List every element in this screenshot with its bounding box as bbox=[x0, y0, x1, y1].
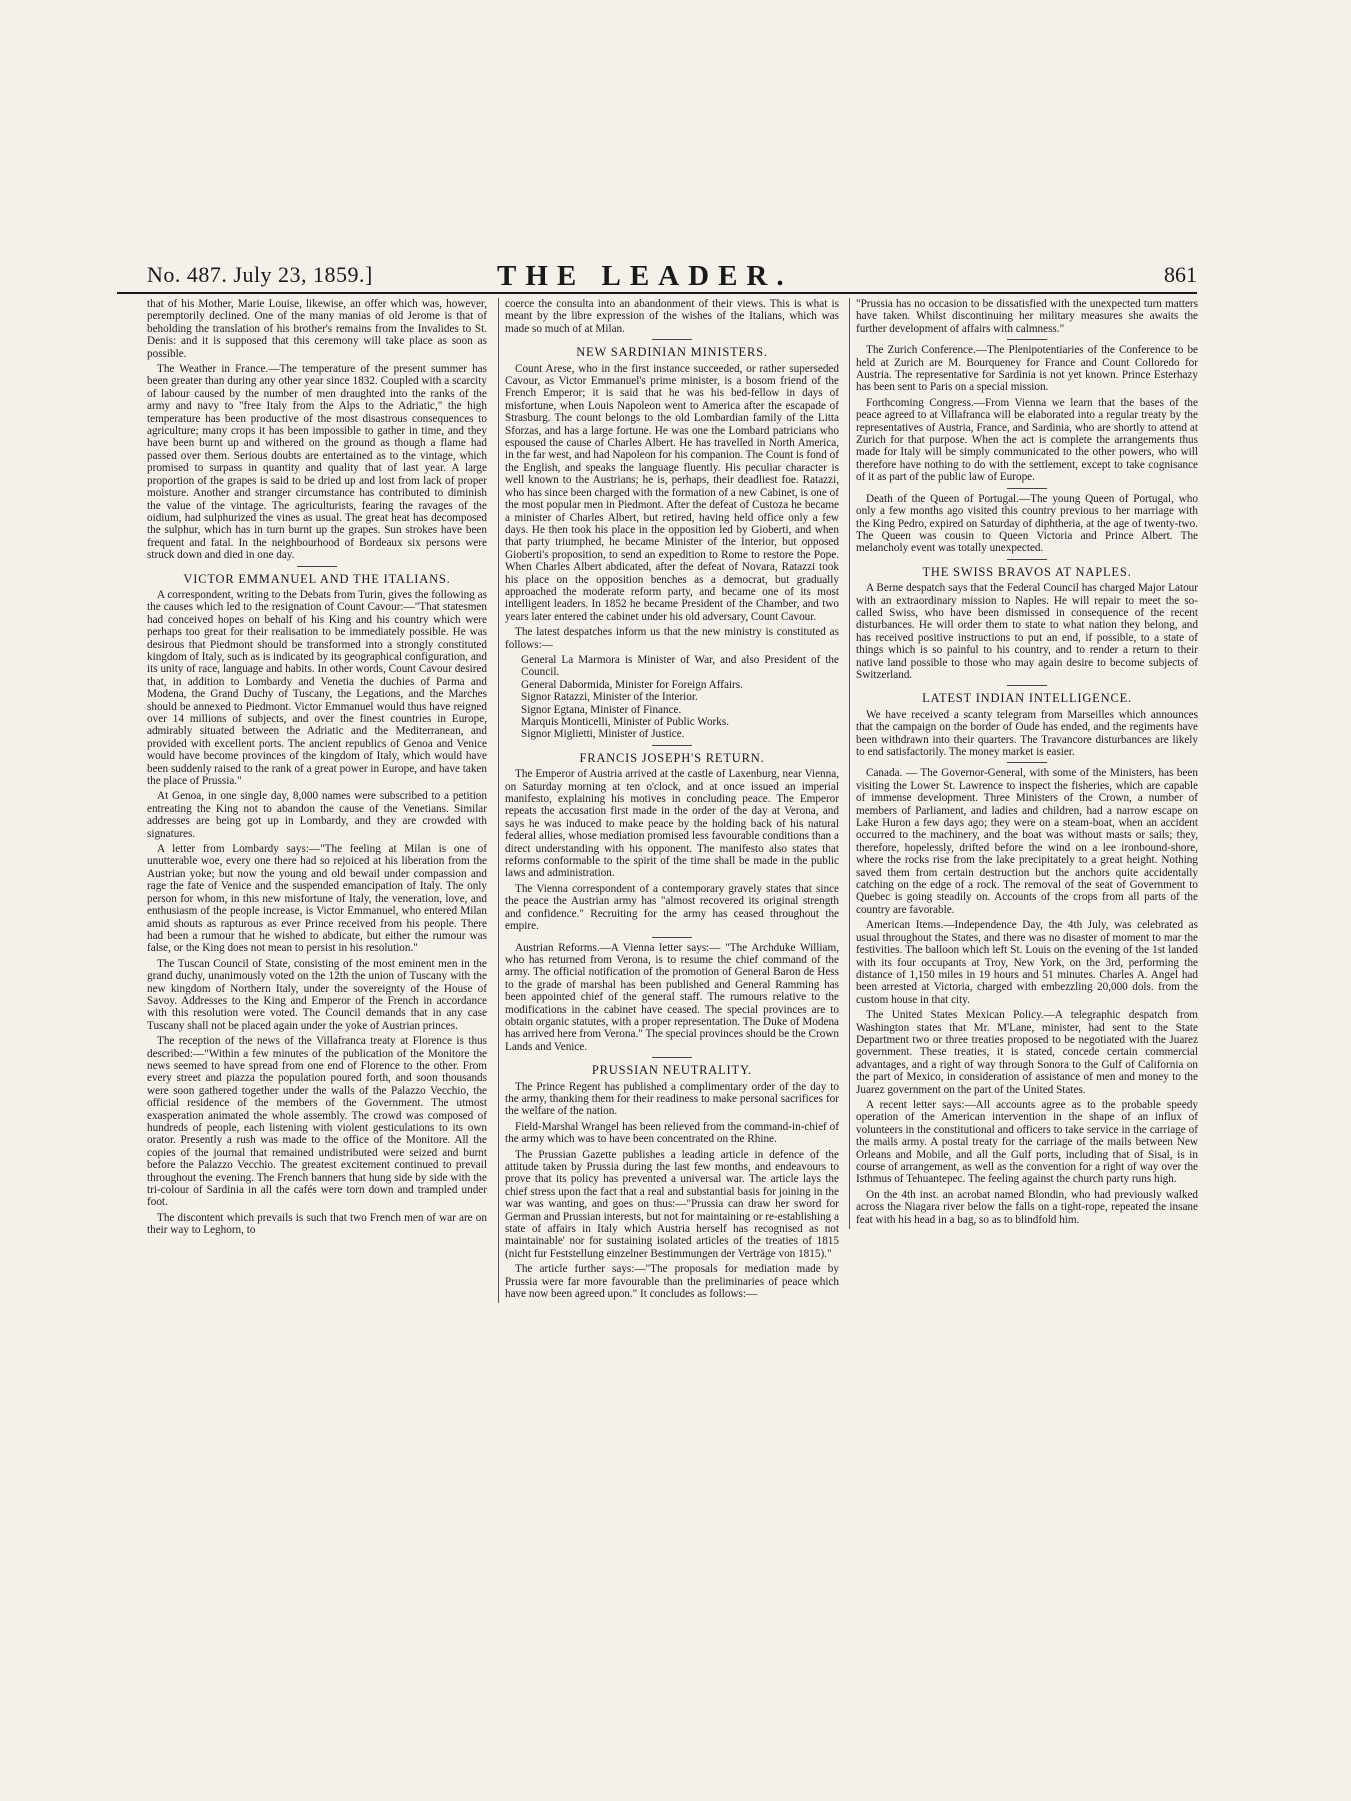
list-item: Marquis Monticelli, Minister of Public Works. bbox=[521, 716, 730, 728]
article-paragraph: The discontent which prevails is such that two French men of war are on their way to Leghorn, to bbox=[147, 1211, 487, 1237]
article-heading: LATEST INDIAN INTELLIGENCE. bbox=[922, 691, 1132, 706]
divider bbox=[1007, 339, 1047, 340]
article-paragraph: The Prussian Gazette publishes a leading article in defence of the attitude taken by Prussia during the last few months, and endeavours to prove that its policy has prevented a universal war. The article lays the chief stress upon the fact that a real and substantial basis for joining in the war was wanting, and goes on thus:—"Prussia can draw her sword for German and Prussian interests, but not for maintaining or re-establishing a state of affairs in Italy which Austria herself has recognised as not maintainable' nor for sustaining isolated articles of the treaties of 1815 (nicht fur Feststellung einzelner Bestimmungen der Verträge von 1815)." bbox=[505, 1148, 839, 1260]
article-paragraph: The United States Mexican Policy.—A telegraphic despatch from Washington states that Mr. M'Lane, minister, had sent to the State Department two or three treaties proposed to be negotiated with the Juarez government. These treaties, it is stated, concede certain commercial advantages, and a right of way through Sonora to the Gulf of California on the part of Mexico, in consideration of assistance of men and money to the Juarez government on the part of the United States. bbox=[856, 1009, 1198, 1096]
article-heading: VICTOR EMMANUEL AND THE ITALIANS. bbox=[183, 571, 451, 586]
article-paragraph: The article further says:—"The proposals for mediation made by Prussia were far more favourable than the preliminaries of peace which have now been agreed upon." It concludes as follows:— bbox=[505, 1263, 839, 1301]
column-1 bbox=[147, 298, 487, 1240]
article-paragraph: The Emperor of Austria arrived at the castle of Laxenburg, near Vienna, on Saturday morning at ten o'clock, and at once issued an imperial manifesto, explaining his motives in concluding peace. The Emperor repeats the accusation first made in the order of the day at Verona, and says he was induced to make peace by the holding back of his natural federal allies, whose mediation promised less favourable conditions than a direct understanding with his opponent. The manifesto also states that reforms conformable to the spirit of the time shall be made in the public laws and administration. bbox=[505, 768, 839, 880]
article-paragraph: A correspondent, writing to the Debats from Turin, gives the following as the causes which led to the resignation of Count Cavour:—"That statesmen had conceived hopes on behalf of his King and his country which were perhaps too great for their realisation to be immediately possible. He was desirous that Piedmont should be transformed into a strongly constituted kingdom of Italy, such as is indicated by its geographical configuration, and its unity of race, language and habits. In other words, Count Cavour desired that, in addition to Lombardy and Venetia the duchies of Parma and Modena, the Grand Duchy of Tuscany, the Legations, and the Marches should be annexed to Piedmont. Victor Emmanuel would thus have reigned over 14 millions of subjects, and over the finest countries in Europe, admirably situated between the Adriatic and the Mediterranean, and provided with excellent ports. The ancient republics of Genoa and Venice would have become provinces of the kingdom of Italy, which would have been suddenly raised to the rank of a great power in Europe, and have taken the place of Prussia." bbox=[147, 588, 487, 788]
article-paragraph: Count Arese, who in the first instance succeeded, or rather superseded Cavour, as Victor Emmanuel's prime minister, is a bosom friend of the French Emperor; it is said that he was his bed-fellow in days of misfortune, when Louis Napoleon went to America after the escapade of Strasburg. The count belongs to the old Lombardian family of the Litta Sforzas, and has a large fortune. He was one the Lombard patricians who espoused the cause of Charles Albert. He has travelled in North America, in the far west, and had Napoleon for his companion. The Count is fond of the English, and speaks the language fluently. His peculiar character is well known to the Austrians; he is, perhaps, their deadliest foe. Ratazzi, who has since been charged with the formation of a new Cabinet, is one of the most popular men in Piedmont. After the defeat of Custoza he became a minister of Charles Albert, but retired, having held office only a few days. He then took his place in the opposition led by Gioberti, and when that party triumphed, he became Minister of the Interior, but opposed Gioberti's proposition, to send an expedition to Rome to restore the Pope. When Charles Albert abdicated, after the defeat of Novara, Ratazzi took his place on the opposition benches as a democrat, but gradually approached the moderate reform party, and became one of its most intelligent leaders. In 1852 he became President of the Chamber, and two years later entered the cabinet under his old adversary, Count Cavour. bbox=[505, 362, 839, 623]
article-paragraph: The reception of the news of the Villafranca treaty at Florence is thus described:—"Within a few minutes of the publication of the Monitore the news seemed to have spread from one end of Florence to the other. From every street and piazza the population poured forth, and soon thousands were soon gathered together under the walls of the Palazzo Vecchio, the official residence of the members of the Government. The utmost exasperation animated the whole assembly. The crowd was composed of hundreds of people, each listening with violent gesticulations to its own orator. Presently a rush was made to the office of the Monitore. All the copies of the journal that remained undistributed were seized and burnt before the Palazzo Vecchio. The greatest excitement continued to prevail throughout the evening. The French banners that hung side by side with the tri-colour of Sardinia in all the cafés were torn down and trampled under foot. bbox=[147, 1035, 487, 1209]
article-paragraph: A Berne despatch says that the Federal Council has charged Major Latour with an extraordinary mission to Naples. He will repair to meet the so-called Swiss, who have been dismissed in consequence of the recent disturbances. He will order them to state to what nation they belong, and has received positive instructions to put an end, if possible, to a state of things which is so painful to his country, and to render a return to their native land possible to those who may again desire to become subjects of Switzerland. bbox=[856, 582, 1198, 681]
column-2 bbox=[498, 298, 839, 1303]
article-paragraph: Field-Marshal Wrangel has been relieved from the command-in-chief of the army which was to have been concentrated on the Rhine. bbox=[505, 1120, 839, 1146]
article-paragraph: A recent letter says:—All accounts agree as to the probable speedy operation of the American intervention in the shape of an influx of volunteers in the constitutional and officers to take service in the carriage of the mails army. A postal treaty for the carriage of the mails between New Orleans and Mobile, and all the Gulf ports, including that of Sisal, is in course of arrangement, as well as the convention for a right of way over the Isthmus of Tehuantepec. The feeling against the church party runs high. bbox=[856, 1098, 1198, 1186]
newspaper-title: THE LEADER. bbox=[497, 260, 793, 292]
list-item: General Dabormida, Minister for Foreign Affairs. bbox=[521, 678, 743, 691]
article-paragraph: The Zurich Conference.—The Plenipotentiaries of the Conference to be held at Zurich are M. Bourqueney for France and Count Colloredo for Austria. The representative for Sardinia is not yet known. Prince Esterhazy has been sent to Paris on a special mission. bbox=[856, 344, 1198, 394]
ministers-list bbox=[505, 654, 839, 741]
divider bbox=[652, 1057, 692, 1058]
page-number: 861 bbox=[1164, 262, 1197, 287]
article-paragraph: that of his Mother, Marie Louise, likewise, an offer which was, however, peremptorily declined. One of the many manias of old Jerome is that of beholding the translation of his brother's remains from the Invalides to St. Denis: and it is supposed that this ceremony will take place as soon as possible. bbox=[147, 298, 487, 360]
divider bbox=[1007, 559, 1047, 560]
article-heading: NEW SARDINIAN MINISTERS. bbox=[576, 345, 768, 360]
list-item: Signor Miglietti, Minister of Justice. bbox=[521, 728, 685, 741]
divider bbox=[652, 937, 692, 938]
list-item: Signor Egtana, Minister of Finance. bbox=[521, 703, 682, 716]
article-paragraph: Austrian Reforms.—A Vienna letter says:— "The Archduke William, who has returned from Verona, is to resume the chief command of the army. The official notification of the promotion of General Baron de Hess to the grade of marshal has been published and General Ramming has been appointed chief of the general staff. The rumours relative to the modifications in the cabinet have ceased. The special provinces are to obtain organic statutes, with a proper representation. The Duke of Modena has arrived here from Verona." The special provinces should be the Crown Lands and Venice. bbox=[505, 941, 839, 1053]
article-paragraph: The Tuscan Council of State, consisting of the most eminent men in the grand duchy, unanimously voted on the 12th the union of Tuscany with the new kingdom of Northern Italy, under the sovereignty of the House of Savoy. Addresses to the King and Emperor of the French in accordance with this resolution were voted. The Council demands that in any case Tuscany shall not be placed again under the yoke of Austrian princes. bbox=[147, 957, 487, 1032]
divider bbox=[652, 745, 692, 746]
article-paragraph: Canada. — The Governor-General, with some of the Ministers, has been visiting the Lower St. Lawrence to inspect the fisheries, which are capable of immense development. Three Ministers of the Crown, a number of members of Parliament, and ladies and children, had a narrow escape on Lake Huron a few days ago; they were on a steam-boat, when an accident occurred to the machinery, and the boat was without masts or sails; they, therefore, hopelessly, drifted before the wind on a lee ironbound-shore, where the rocks rise from the lake precipitately to a great height. Nothing saved them from certain destruction but the anchors quite accidentally catching on the edge of a rock. The removal of the seat of Government to Quebec is going steadily on. Accounts of the crops from all parts of the country are favorable. bbox=[856, 767, 1198, 916]
divider bbox=[1007, 685, 1047, 686]
newspaper-page bbox=[117, 260, 1198, 1301]
divider bbox=[1007, 488, 1047, 489]
article-heading: PRUSSIAN NEUTRALITY. bbox=[591, 1063, 753, 1078]
list-item: Signor Ratazzi, Minister of the Interior. bbox=[521, 691, 698, 704]
article-paragraph: "Prussia has no occasion to be dissatisfied with the unexpected turn matters have taken. Whilst discontinuing her military measures she awaits the further development of affairs with calmness." bbox=[856, 298, 1198, 335]
article-paragraph: coerce the consulta into an abandonment of their views. This is what is meant by the libre expression of the wishes of the Italians, which was made so much of at Milan. bbox=[505, 298, 839, 335]
article-paragraph: American Items.—Independence Day, the 4th July, was celebrated as usual throughout the States, and there was no disaster of moment to mar the festivities. The balloon which left St. Louis on the evening of the 1st landed with its four occupants at Troy, New York, on the 3rd, performing the distance of 1,150 miles in 19 hours and 51 minutes. Charles A. Angel had been arrested at Victoria, charged with embezzling 20,000 dols. from the custom house in that city. bbox=[856, 919, 1198, 1006]
list-item: General La Marmora is Minister of War, and also President of the Council. bbox=[521, 653, 839, 679]
article-paragraph: On the 4th inst. an acrobat named Blondin, who had previously walked across the Niagara river below the falls on a tight-rope, repeated the insane feat with his head in a bag, so as to blindfold him. bbox=[856, 1188, 1198, 1226]
article-paragraph: At Genoa, in one single day, 8,000 names were subscribed to a petition entreating the King not to abandon the cause of the Venetians. Similar addresses are being got up in Lombardy, and they are crowded with signatures. bbox=[147, 790, 487, 840]
article-paragraph: The Vienna correspondent of a contemporary gravely states that since the peace the Austrian army has "almost recovered its original strength and confidence." Recruiting for the army has ceased throughout the empire. bbox=[505, 882, 839, 933]
issue-date: No. 487. July 23, 1859.] bbox=[147, 262, 373, 287]
article-paragraph: A letter from Lombardy says:—"The feeling at Milan is one of unutterable woe, every one there had so rejoiced at his liberation from the Austrian yoke; but now the young and old bewail under compassion and rage the fate of Venice and the suspended emancipation of Italy. The only person for whom, in this new misfortune of Italy, the veneration, love, and enthusiasm of the people increase, is Victor Emmanuel, who entered Milan amid shouts as rapturous as ever Prince received from his people. There had been a rumour that he wished to abdicate, but either the rumour was false, or the King does not mean to persist in his resolution." bbox=[147, 843, 487, 955]
article-paragraph: The Weather in France.—The temperature of the present summer has been greater than during any other year since 1832. Coupled with a scarcity of labour caused by the number of men draughted into the ranks of the army and navy to "free Italy from the Alps to the Adriatic," the high temperature has been productive of the most disastrous consequences to agriculture; many crops it has been impossible to gather in time, and they have been burnt up and withered on the ground as though a flame had passed over them. Serious doubts are entertained as to the vintage, which promised to surpass in quantity and quality that of last year. A large proportion of the grapes is said to be dried up and lost from lack of proper moisture. Another and stranger circumstance has contributed to diminish the value of the vintage. The agriculturists, fearing the ravages of the oidium, had sulphurized the vines as usual. The great heat has decomposed the sulphur, which has in turn burnt up the grapes. Sun strokes have been frequent and fatal. In the neighbourhood of Bordeaux six persons were struck down and died in one day. bbox=[147, 363, 487, 562]
article-heading: THE SWISS BRAVOS AT NAPLES. bbox=[922, 564, 1132, 579]
article-paragraph: The latest despatches inform us that the new ministry is constituted as follows:— bbox=[505, 626, 839, 651]
divider bbox=[652, 339, 692, 340]
divider bbox=[1007, 762, 1047, 763]
article-paragraph: Forthcoming Congress.—From Vienna we learn that the bases of the peace agreed to at Villafranca will be elaborated into a regular treaty by the representatives of Austria, France, and Sardinia, who are shortly to attend at Zurich for that purpose. When the act is complete the arrangements thus made for Italy will be simply communicated to the other powers, who will therefore have nothing to do with the settlement, except to take cognisance of it as part of the public law of Europe. bbox=[856, 396, 1198, 484]
masthead bbox=[117, 262, 1197, 294]
divider bbox=[297, 566, 337, 567]
article-paragraph: The Prince Regent has published a complimentary order of the day to the army, thanking them for their readiness to make personal sacrifices for the welfare of the nation. bbox=[505, 1080, 839, 1118]
article-heading: FRANCIS JOSEPH'S RETURN. bbox=[579, 750, 765, 765]
article-paragraph: We have received a scanty telegram from Marseilles which announces that the campaign on the border of Oude has ended, and the regiments have been withdrawn into their quarters. The Travancore disturbances are likely to end satisfactorily. The money market is easier. bbox=[856, 708, 1198, 758]
column-3 bbox=[849, 298, 1198, 1229]
article-paragraph: Death of the Queen of Portugal.—The young Queen of Portugal, who only a few months ago visited this country previous to her marriage with the King Pedro, expired on Saturday of diphtheria, at the age of twenty-two. The Queen was cousin to Queen Victoria and Prince Albert. The melancholy event was totally unexpected. bbox=[856, 492, 1198, 555]
